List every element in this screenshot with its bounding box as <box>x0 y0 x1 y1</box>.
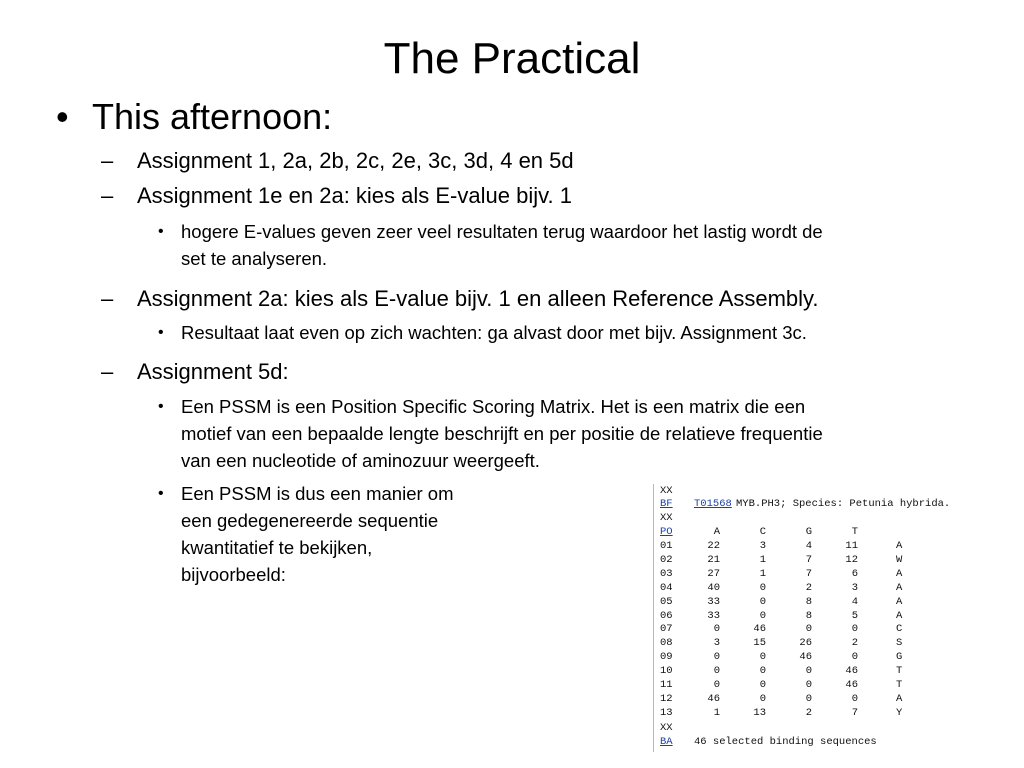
pssm-position: 07 <box>660 623 673 636</box>
pssm-consensus: A <box>896 609 903 622</box>
note-line: motief van een bepaalde lengte beschrijft en per positie de relatieve frequentie <box>181 423 823 444</box>
pssm-count-a: 46 <box>707 692 720 705</box>
pssm-count-c: 0 <box>759 679 766 691</box>
pssm-count-g: 2 <box>805 706 812 719</box>
pssm-count-c: 0 <box>759 665 766 678</box>
pssm-count-a: 21 <box>707 553 720 566</box>
pssm-bf-line <box>660 497 951 511</box>
pssm-count-a: 3 <box>713 637 720 650</box>
dash-marker: – <box>101 286 114 311</box>
pssm-count-t: 4 <box>851 595 858 608</box>
pssm-matrix-snippet <box>653 484 984 752</box>
pssm-count-c: 46 <box>753 623 766 636</box>
pssm-count-t: 6 <box>851 567 858 580</box>
pssm-line-code: XX <box>660 722 673 734</box>
pssm-count-c: 0 <box>759 692 766 705</box>
item-text: Assignment 1, 2a, 2b, 2c, 2e, 3c, 3d, 4 en 5d <box>137 148 574 173</box>
pssm-position: 11 <box>660 679 673 691</box>
pssm-position: 03 <box>660 567 673 580</box>
pssm-header-t: T <box>851 526 858 538</box>
dash-marker: – <box>101 148 114 173</box>
note-line: Resultaat laat even op zich wachten: ga alvast door met bijv. Assignment 3c. <box>181 322 807 343</box>
pssm-count-t: 12 <box>845 553 858 566</box>
pssm-separator <box>660 721 685 735</box>
pssm-count-c: 0 <box>759 609 766 622</box>
pssm-line-code: XX <box>660 512 673 524</box>
pssm-count-g: 46 <box>799 651 812 664</box>
pssm-count-c: 0 <box>759 595 766 608</box>
pssm-position: 04 <box>660 581 673 594</box>
pssm-count-t: 46 <box>845 679 858 691</box>
pssm-position: 10 <box>660 665 673 678</box>
pssm-bf-link[interactable]: BF <box>660 498 673 510</box>
dash-marker: – <box>101 183 114 208</box>
pssm-consensus: A <box>896 567 903 580</box>
pssm-consensus: W <box>896 553 903 566</box>
bullet-marker: • <box>56 96 69 137</box>
pssm-count-t: 46 <box>845 665 858 678</box>
pssm-position: 05 <box>660 595 673 608</box>
pssm-count-t: 0 <box>851 651 858 664</box>
pssm-count-t: 2 <box>851 637 858 650</box>
pssm-count-c: 0 <box>759 581 766 594</box>
note-line: hogere E-values geven zeer veel resultaten terug waardoor het lastig wordt de <box>181 221 823 242</box>
pssm-count-c: 13 <box>753 706 766 719</box>
pssm-position: 12 <box>660 692 673 705</box>
pssm-count-c: 0 <box>759 651 766 664</box>
pssm-consensus: A <box>896 540 903 552</box>
pssm-count-g: 8 <box>805 609 812 622</box>
pssm-count-a: 22 <box>707 540 720 552</box>
pssm-count-t: 7 <box>851 706 858 719</box>
pssm-consensus: A <box>896 581 903 594</box>
pssm-count-a: 0 <box>713 679 720 691</box>
pssm-count-a: 33 <box>707 609 720 622</box>
pssm-count-a: 1 <box>713 706 720 719</box>
pssm-consensus: A <box>896 692 903 705</box>
pssm-count-t: 0 <box>851 692 858 705</box>
pssm-count-g: 26 <box>799 637 812 650</box>
pssm-count-a: 40 <box>707 581 720 594</box>
pssm-separator <box>660 484 685 498</box>
pssm-count-c: 15 <box>753 637 766 650</box>
pssm-line-code: XX <box>660 485 673 497</box>
dash-marker: – <box>101 359 114 384</box>
pssm-position: 02 <box>660 553 673 566</box>
pssm-position: 01 <box>660 540 673 552</box>
note-line: een gedegenereerde sequentie <box>181 510 439 531</box>
note-line: Een PSSM is een Position Specific Scoring Matrix. Het is een matrix die een <box>181 396 806 417</box>
pssm-separator <box>660 511 685 525</box>
pssm-count-t: 11 <box>845 540 858 552</box>
pssm-ba-link[interactable]: BA <box>660 736 673 748</box>
pssm-factor-id-link[interactable]: T01568 <box>694 498 732 510</box>
pssm-consensus: T <box>896 665 903 678</box>
pssm-count-g: 0 <box>805 679 812 691</box>
note-line: van een nucleotide of aminozuur weergeeft. <box>181 450 540 471</box>
pssm-header-g: G <box>805 526 812 538</box>
bullet-text: This afternoon: <box>92 96 333 137</box>
pssm-header-c: C <box>759 526 766 538</box>
pssm-count-t: 5 <box>851 609 858 622</box>
pssm-ba-line <box>660 735 877 749</box>
pssm-count-g: 0 <box>805 692 812 705</box>
pssm-count-g: 7 <box>805 567 812 580</box>
pssm-consensus: A <box>896 595 903 608</box>
pssm-count-c: 1 <box>759 567 766 580</box>
pssm-count-t: 3 <box>851 581 858 594</box>
pssm-position: 09 <box>660 651 673 664</box>
pssm-ba-text: 46 selected binding sequences <box>694 736 877 748</box>
note-line: Een PSSM is dus een manier om <box>181 483 454 504</box>
bullet-marker: • <box>158 398 164 415</box>
pssm-consensus: G <box>896 651 903 664</box>
pssm-count-a: 0 <box>713 651 720 664</box>
pssm-position: 13 <box>660 706 673 719</box>
pssm-count-c: 1 <box>759 553 766 566</box>
pssm-count-g: 0 <box>805 665 812 678</box>
note-line: kwantitatief te bekijken, <box>181 537 373 558</box>
pssm-count-g: 4 <box>805 540 812 552</box>
pssm-count-g: 0 <box>805 623 812 636</box>
pssm-consensus: C <box>896 623 903 636</box>
pssm-consensus: Y <box>896 706 903 719</box>
pssm-count-c: 3 <box>759 540 766 552</box>
pssm-count-g: 2 <box>805 581 812 594</box>
note-line: set te analyseren. <box>181 248 328 269</box>
pssm-consensus: T <box>896 679 903 691</box>
pssm-header-a: A <box>713 526 720 538</box>
item-text: Assignment 1e en 2a: kies als E-value bijv. 1 <box>137 183 572 208</box>
pssm-count-g: 7 <box>805 553 812 566</box>
pssm-count-g: 8 <box>805 595 812 608</box>
pssm-factor-text: MYB.PH3; Species: Petunia hybrida. <box>736 498 951 510</box>
note-line: bijvoorbeeld: <box>181 564 286 585</box>
pssm-count-a: 0 <box>713 623 720 636</box>
pssm-header-row <box>660 525 858 539</box>
pssm-count-a: 27 <box>707 567 720 580</box>
item-text: Assignment 5d: <box>137 359 289 384</box>
pssm-count-t: 0 <box>851 623 858 636</box>
pssm-position: 06 <box>660 609 673 622</box>
bullet-marker: • <box>158 485 164 502</box>
pssm-position: 08 <box>660 637 673 650</box>
pssm-consensus: S <box>896 637 903 650</box>
bullet-marker: • <box>158 324 164 341</box>
bullet-marker: • <box>158 223 164 240</box>
item-text: Assignment 2a: kies als E-value bijv. 1 en alleen Reference Assembly. <box>137 286 819 311</box>
pssm-count-a: 0 <box>713 665 720 678</box>
pssm-po-link[interactable]: PO <box>660 526 673 538</box>
pssm-count-a: 33 <box>707 595 720 608</box>
slide-title: The Practical <box>383 34 641 83</box>
